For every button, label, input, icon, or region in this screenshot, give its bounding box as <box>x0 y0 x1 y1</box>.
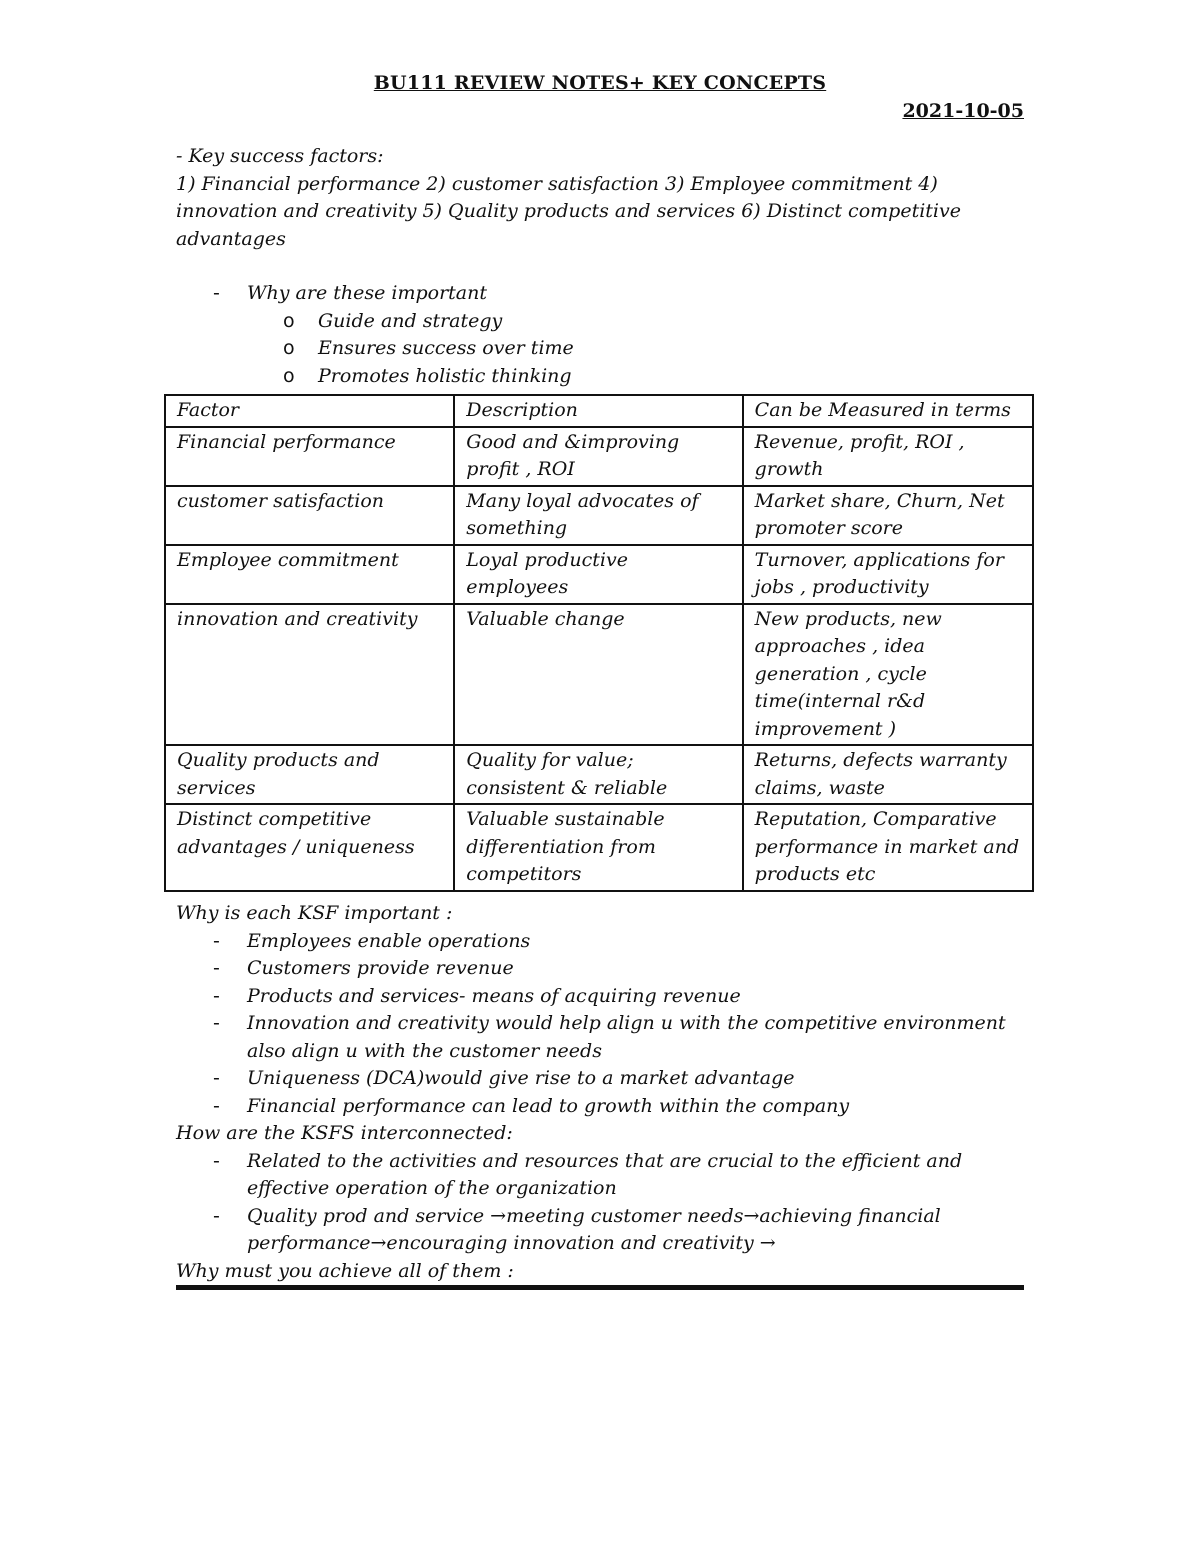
column-header: Can be Measured in terms <box>743 395 1033 427</box>
table-row <box>165 427 1033 486</box>
section-divider <box>176 1285 1024 1290</box>
table-cell: Quality products and services <box>165 745 454 804</box>
table-row <box>165 545 1033 604</box>
list-item <box>176 280 1036 390</box>
table-row <box>165 745 1033 804</box>
document-title: BU111 REVIEW NOTES+ KEY CONCEPTS <box>373 72 827 94</box>
intro-text: 1) Financial performance 2) customer satisfaction 3) Employee commitment 4) innovation and creativity 5) Quality products and services 6) Distinct competitive advantages <box>176 172 961 250</box>
table-cell: Loyal productive employees <box>454 545 742 604</box>
table-row <box>165 486 1033 545</box>
importance-sublist <box>176 308 1036 391</box>
interconnected-heading: How are the KSFS interconnected: <box>176 1122 513 1144</box>
importance-section <box>176 280 1036 390</box>
table-cell: Financial performance <box>165 427 454 486</box>
table-cell: Returns, defects warranty claims, waste <box>743 745 1033 804</box>
table-cell: customer satisfaction <box>165 486 454 545</box>
why-all-heading: Why must you achieve all of them : <box>176 1259 514 1282</box>
list-item: o Guide and strategy <box>176 308 1036 336</box>
interconnected-list <box>176 1148 1036 1258</box>
table-cell: Good and &improving profit , ROI <box>454 427 742 486</box>
table-cell: Valuable change <box>454 604 742 746</box>
column-header: Factor <box>165 395 454 427</box>
table-row <box>165 604 1033 746</box>
list-item: - Uniqueness (DCA)would give rise to a market advantage <box>176 1065 1036 1093</box>
table-cell: Valuable sustainable differentiation from competitors <box>454 804 742 891</box>
list-item: - Related to the activities and resources that are crucial to the efficient and effective operation of the organization <box>176 1148 1036 1203</box>
list-item: o Promotes holistic thinking <box>176 363 1036 391</box>
table-cell: innovation and creativity <box>165 604 454 746</box>
table-header-row <box>165 395 1033 427</box>
why-each-section <box>176 900 1036 1285</box>
list-item: - Customers provide revenue <box>176 955 1036 983</box>
table-cell: Many loyal advocates of something <box>454 486 742 545</box>
table-cell: Quality for value; consistent & reliable <box>454 745 742 804</box>
list-item: - Employees enable operations <box>176 928 1036 956</box>
importance-item: Why are these important <box>247 282 487 304</box>
intro-heading: - Key success factors: <box>176 145 384 167</box>
why-each-list <box>176 928 1036 1121</box>
column-header: Description <box>454 395 742 427</box>
table-cell: Turnover, applications for jobs , productivity <box>743 545 1033 604</box>
table-cell: Reputation, Comparative performance in market and products etc <box>743 804 1033 891</box>
list-item: - Products and services- means of acquiring revenue <box>176 983 1036 1011</box>
list-item: o Ensures success over time <box>176 335 1036 363</box>
intro-section <box>176 143 1036 253</box>
ksf-table <box>164 394 1034 892</box>
list-item: - Quality prod and service →meeting customer needs→achieving financial performance→encouraging innovation and creativity → <box>176 1203 1036 1258</box>
importance-list <box>176 280 1036 390</box>
document-date: 2021-10-05 <box>902 100 1024 122</box>
why-each-heading: Why is each KSF important : <box>176 902 453 924</box>
table-cell: Revenue, profit, ROI , growth <box>743 427 1033 486</box>
list-item: - Financial performance can lead to growth within the company <box>176 1093 1036 1121</box>
table-cell: Market share, Churn, Net promoter score <box>743 486 1033 545</box>
table-cell: New products, new approaches , idea generation , cycle time(internal r&d improvement ) <box>743 604 1033 746</box>
list-item: - Innovation and creativity would help align u with the competitive environment also align u with the customer needs <box>176 1010 1036 1065</box>
table-cell: Distinct competitive advantages / uniqueness <box>165 804 454 891</box>
table-row <box>165 804 1033 891</box>
table-cell: Employee commitment <box>165 545 454 604</box>
